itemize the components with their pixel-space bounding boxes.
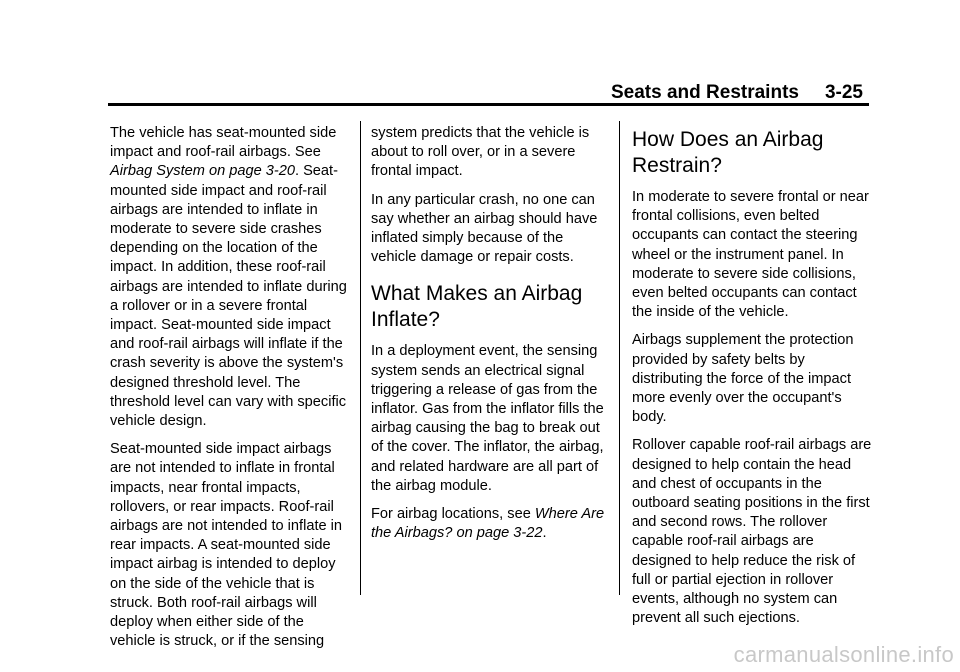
paragraph: Airbags supplement the protection provided by safety belts by distributing the force of the impact more evenly over the occupant's body. (632, 332, 854, 426)
text: For airbag locations, see (371, 506, 535, 523)
text: The vehicle has seat-mounted side impact and roof-rail airbags. See (110, 125, 337, 161)
paragraph (110, 124, 352, 431)
text: . Seat-mounted side impact and roof-rail airbags are intended to inflate in moderate to severe side crashes depending on the location of the impact. In addition, these roof-rail airbags are intended to inflate during a rollover or in a severe frontal impact. Seat-mounted side impact and roof-rail airbags will inflate if the crash severity is above the system's designed threshold level. The threshold level can vary with specific vehicle design. (110, 163, 347, 430)
cross-reference-link[interactable]: Where Are the Airbags? on page 3-22 (371, 506, 605, 542)
paragraph: In any particular crash, no one can say whether an airbag should have inflated simply because of the vehicle damage or repair costs. (371, 191, 598, 266)
column-divider-2 (619, 121, 620, 595)
watermark: carmanualsonline.info (733, 642, 954, 667)
paragraph: Rollover capable roof-rail airbags are designed to help contain the head and chest of occupants in the outboard seating positions in the first and second rows. The rollover capable roof-rail airbags are designed to help reduce the risk of full or partial ejection in rollover events, although no system can prevent all such ejections. (632, 437, 872, 627)
cross-reference-link[interactable]: Airbag System on page 3-20 (110, 163, 295, 180)
section-title: Seats and Restraints (611, 82, 799, 103)
paragraph: In a deployment event, the sensing system sends an electrical signal triggering a release of gas from the inflator. Gas from the inflator fills the airbag causing the bag to break out of the cover. The inflator, the airbag, and related hardware are all part of the airbag module. (371, 343, 604, 494)
page-header (611, 82, 863, 104)
text: . (542, 525, 547, 542)
paragraph: In moderate to severe frontal or near frontal collisions, even belted occupants can contact the steering wheel or the instrument panel. In moderate to severe side collisions, even belted occupants can contact the inside of the vehicle. (632, 189, 869, 321)
paragraph: system predicts that the vehicle is about to roll over, or in a severe frontal impact. (371, 125, 590, 180)
paragraph: Seat-mounted side impact airbags are not intended to inflate in frontal impacts, near frontal impacts, rollovers, or rear impacts. Roof-rail airbags are not intended to inflate in rear impacts. A seat-mounted side impact airbag is intended to deploy on the side of the vehicle that is struck. Both roof-rail airbags will deploy when either side of the vehicle is struck, or if the sensing (110, 441, 343, 650)
column-divider-1 (360, 121, 361, 595)
column-1 (110, 124, 352, 660)
column-2 (371, 124, 611, 552)
header-rule (108, 103, 869, 106)
paragraph (371, 505, 611, 543)
column-3 (632, 127, 872, 637)
section-heading: What Makes an Airbag Inflate? (371, 282, 583, 332)
page-number: 3-25 (824, 82, 863, 103)
section-heading: How Does an Airbag Restrain? (632, 128, 824, 177)
